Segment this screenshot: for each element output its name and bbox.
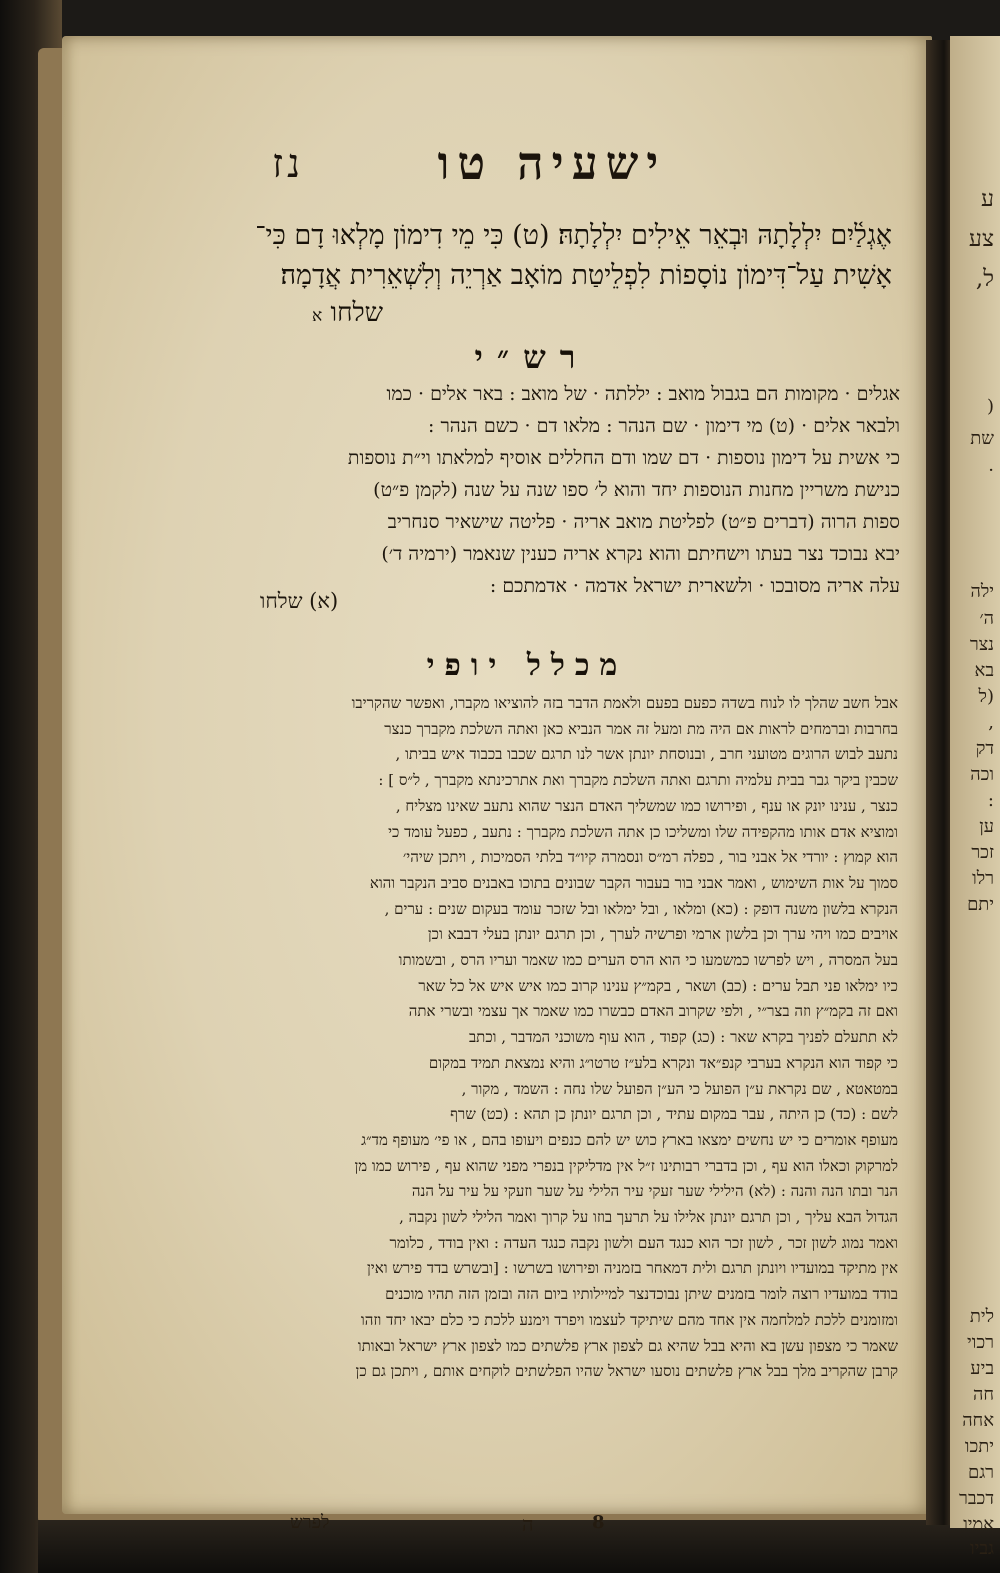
commentary-line: קרבן שהקריב מלך בבל ארץ פלשתים נוסעו ישראל שהיו הפלשתים לוקחים אותם , ויתכן גם כן	[355, 1362, 898, 1381]
next-page-fragment: שת	[970, 428, 994, 449]
next-page-fragment: ל,	[975, 266, 994, 292]
footer-catchword: לפרש	[290, 1512, 330, 1533]
commentary-line: כיו ימלאו פני תבל ערים : (כב) ושאר , בקמ״ץ ענינו קרוב כמו איש איש אל כל שאר	[418, 976, 898, 995]
rashi-line: ולבאר אלים · (ט) מי דימון · שם הנהר : מלאו דם · כשם הנהר :	[428, 415, 900, 437]
commentary-line: ואם זה בקמ״ץ וזה בצר״י , ולפי שקרוב האדם כבשרו כמו שאמר אך עצמי ובשרי אתה	[408, 1002, 898, 1021]
next-page-fragment: דק	[975, 738, 994, 759]
next-page-fragment: נצר	[969, 634, 994, 655]
rashi-commentary	[188, 378, 900, 602]
next-page-fragment: יתם	[967, 894, 994, 915]
scripture-line: אֶגְלַ֫יִם יִלְלָתָהּ וּבְאֵר אֵילִים יִלְלָתָהּ׃ (ט) כִּי מֵי דִימוֹן מָלְאוּ דָם כִּי־	[255, 220, 892, 251]
next-page-fragment: (	[986, 396, 994, 417]
next-page-fragment: ען	[979, 816, 994, 837]
commentary-line: בודד במועדיו רוצה לומר בזמנים שיתן נבוכדנצר למיילותיו ביום הזה ובזמן הזה תהיו מוכנים	[385, 1285, 898, 1304]
running-title: ישעיה טו	[437, 136, 667, 190]
next-page-fragment: ,	[988, 712, 994, 733]
rashi-heading: רש״י	[474, 338, 590, 376]
next-page-fragment: ·	[988, 460, 994, 481]
footer-number: 8	[592, 1512, 605, 1533]
rashi-line: אגלים · מקומות הם בגבול מואב : יללתה · של מואב : באר אלים · כמו	[386, 383, 900, 405]
next-page-fragment: בא	[974, 660, 994, 681]
commentary-line: הנקרא בלשון משנה דופק : (כא) ומלאו , ובל ימלאו ובל שזכר עומד בעקום שנים : ערים ,	[384, 899, 898, 918]
commentary-line: סמוך על אות השימוש , ואמר אבני בור בעבור הקבר שבונים בתוכו באבנים סביב הנקבר והוא	[369, 873, 898, 892]
commentary-line: בעל המסרה , ויש לפרשו כמשמעו כי הוא הרס הערים כמו שאמר ועריו הרס , ובשמותו	[398, 951, 898, 970]
next-page-fragment: זכר	[971, 842, 994, 863]
commentary-line: כנצר , ענינו יונק או ענף , ופירושו כמו שמשליך האדם הנצר שהוא נתעב שאינו מצליח ,	[395, 796, 898, 815]
next-page-fragment: ע	[980, 186, 994, 212]
next-page-fragment: חה	[972, 1384, 994, 1405]
commentary-line: שכבין ביקר גבר בבית עלמיה ותרגם ואתה השלכת מקברך ואת אתרכינתא מקברך , ל״ס ] :	[378, 771, 898, 790]
scripture-catchword-group	[302, 298, 383, 328]
rashi-line: כי אשית על דימון נוספות · דם שמו ודם החללים אוסיף למלאתו וי״ת נוספות	[347, 447, 900, 469]
commentary-line: הוא קמוץ : יורדי אל אבני בור , כפלה רמ״ס ונסמרה קיו״ד בלתי הסמיכות , ויתכן שיהי׳	[402, 848, 898, 867]
commentary-line: ומזומנים ללכת למלחמה אין אחד מהם שיתיקד לעצמו ויפרד וימנע ללכת כי כלם יבאו יחד וזהו	[360, 1310, 898, 1329]
next-page-fragment: אמיו	[963, 1514, 994, 1535]
commentary-line: ומוציא אדם אותו מהקפידה שלו ומשליכו כן אתה השלכת מקברך : נתעב , כפעל עומד כי	[388, 822, 898, 841]
next-page-sliver	[950, 36, 1000, 1559]
next-page-fragment: יתכו	[964, 1436, 994, 1457]
next-page-fragment: צע	[968, 226, 994, 252]
commentary-line: אבל חשב שהלך לו לנוח בשדה כפעם בפעם ולאמת הדבר בזה להוציאו מקברו, ואפשר שהקריבו	[351, 694, 898, 712]
signature-mark: א	[312, 306, 323, 326]
next-page-fragment: (ל	[978, 686, 994, 707]
commentary-heading: מכלל יופי	[426, 648, 628, 683]
commentary-line: לא תתעלם לפניך בקרא שאר : (כג) קפוד , הוא עוף משוכני המדבר , וכתב	[468, 1028, 898, 1047]
next-page-fragment: ה׳	[979, 608, 994, 629]
next-page-fragment: לית	[969, 1306, 994, 1327]
next-page-fragment: דכבר	[959, 1488, 994, 1509]
commentary-line: במטאטא , שם נקראת ע״ן הפועל כי הע״ן הפועל שלו נחה : השמד , מקור ,	[461, 1079, 898, 1098]
scripture-catchword: שלחו	[330, 298, 384, 328]
next-page-fragment: רגם	[967, 1462, 994, 1483]
commentary-line: ואמר נמוג לשון זכר , לשון זכר הוא כנגד העם ולשון נקבה כנגד העדה : ואין בודד , כלומר	[389, 1233, 898, 1252]
next-page-fragment: רלו	[972, 868, 994, 889]
commentary-line: הגדול הבא עליך , וכן תרגם יונתן אלילו על תרעך בוזו על קרוך ואמר הלילי לשון נקבה ,	[399, 1208, 898, 1227]
commentary-text	[162, 691, 898, 1385]
next-page-fragment: רכוי	[967, 1332, 994, 1353]
book-page	[62, 36, 932, 1536]
commentary-line: נתעב לבוש הרוגים מטועני חרב , ובנוסחת יונתן אשר לנו תרגם שכבו בכבוד איש בביתו ,	[395, 745, 898, 764]
commentary-line: למרקוק וכאלו הוא עף , וכן בדברי רבותינו ז״ל אין מדליקין בנפרי מפני שהוא עף , פירוש כמו מן	[354, 1156, 898, 1175]
next-page-fragment: :	[987, 790, 994, 811]
commentary-line: אויבים כמו ויהי ערך וכן בלשון ארמי ופרשיה לערך , וכן תרגם יונתן בעלי דבבא וכן	[427, 925, 898, 944]
commentary-line: בחרבות וברמחים לראות אם היה מת ומעל זה אמר הנביא כאן ואתה השלכת מקברך כנצר	[384, 719, 898, 738]
commentary-line: אין מתיקד במועדיו ויונתן תרגם ולית דמאחר בזמניה ופירושו בשרשו : [ובשרש בדד פירש ואין	[366, 1259, 898, 1278]
next-page-fragment: ילה	[970, 581, 994, 602]
next-page-fragment: אחה	[962, 1410, 994, 1431]
commentary-line: הנר ובתו הנה והנה : (לא) הילילי שער זעקי עיר הלילי על שער וזעקי על עיר על הנה	[411, 1182, 898, 1201]
footer-signature: ה	[522, 1512, 534, 1536]
rashi-catchword: (א) שלחו	[260, 589, 339, 613]
next-page-fragment: וכה	[970, 764, 994, 785]
page-number: נז	[272, 141, 305, 187]
scripture-text	[192, 216, 892, 296]
commentary-line: מעופף אומרים כי יש נחשים ימצאו בארץ כוש יש להם כנפים ויעופו בהם , או פי׳ מעופף מד״ג	[361, 1130, 898, 1149]
rashi-line: עלה אריה מסובכו · ולשארית ישראל אדמה · אדמתכם :	[489, 575, 900, 597]
commentary-line: שאמר כי מצפון עשן בא והיא בבל שהיא גם לצפון ארץ פלשתים כמו לצפון ארץ ישראל ובאותו	[357, 1336, 898, 1355]
next-page-fragment: גביו	[970, 1538, 994, 1559]
commentary-line: לשם : (כד) כן היתה , עבר במקום עתיד , וכן תרגם יונתן כן תהא : (כט) שרף	[450, 1105, 898, 1124]
rashi-line: כנישת משריין מחנות הנוספות יחד והוא ל׳ ספו שנה על שנה (לקמן פ״ט)	[373, 479, 900, 501]
rashi-line: ספות הרוה (דברים פ״ט) לפליטת מואב אריה · פליטה שישאיר סנחריב	[387, 511, 900, 533]
rashi-line: יבא נבוכד נצר בעתו וישחיתם והוא נקרא אריה כענין שנאמר (ירמיה ד׳)	[381, 543, 900, 565]
scripture-line: אָשִׁית עַל־דִּימוֹן נוֹסָפוֹת לִפְלֵיטַת מוֹאָב אַרְיֵה וְלִשְׁאֵרִית אֲדָמָה׃	[280, 260, 892, 291]
commentary-line: כי קפוד הוא הנקרא בערבי קנפ״אד ונקרא בלע״ז טרטו״ג והיא נמצאת תמיד במקום	[428, 1053, 898, 1072]
page-header	[202, 136, 862, 216]
page-footer	[162, 1512, 902, 1542]
next-page-fragment: ביע	[970, 1358, 994, 1379]
